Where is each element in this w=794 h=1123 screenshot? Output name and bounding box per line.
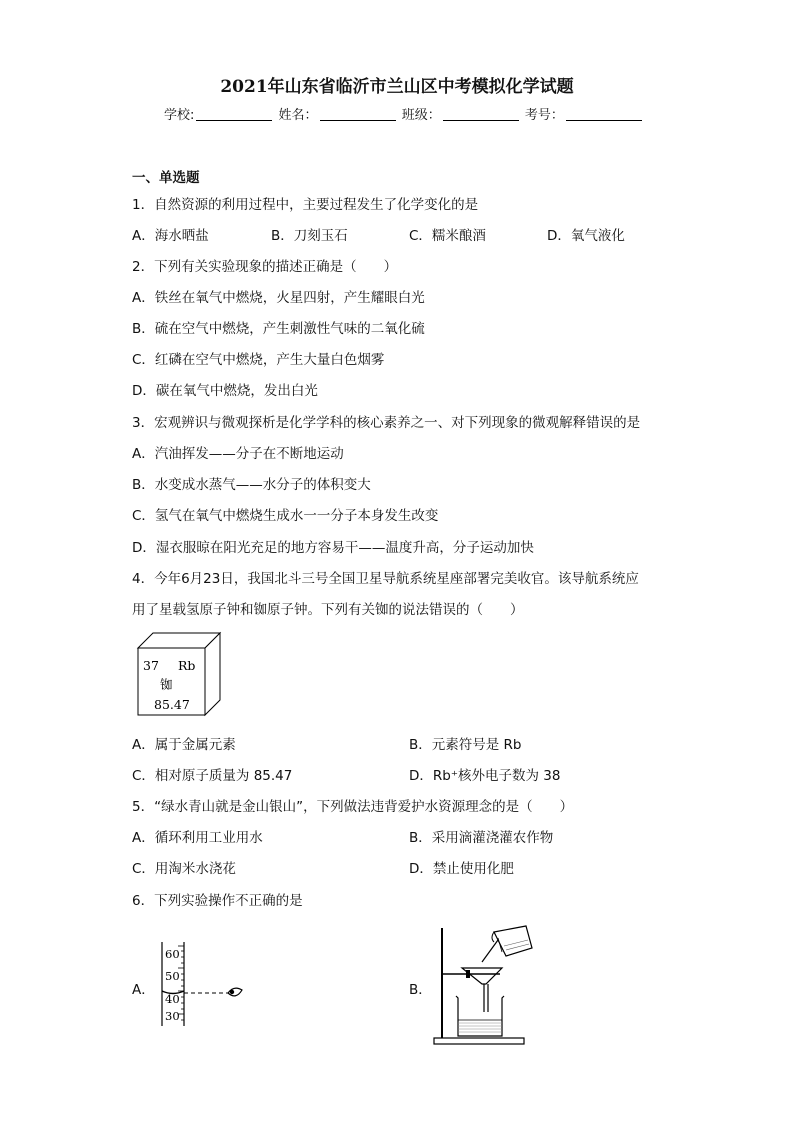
q2-option-c[interactable]: C．红磷在空气中燃烧，产生大量白色烟雾 [132, 352, 385, 368]
q6-stem: 6．下列实验操作不正确的是 [132, 893, 303, 909]
q3-option-b[interactable]: B．水变成水蒸气——水分子的体积变大 [132, 477, 371, 493]
class-blank[interactable] [443, 120, 519, 121]
q6-option-a-label[interactable]: A． [132, 982, 155, 998]
q4-option-c[interactable]: C．相对原子质量为 85.47 [132, 768, 293, 784]
q1-option-b[interactable]: B．刀刻玉石 [271, 228, 348, 244]
rubidium-element-cell [136, 631, 222, 717]
q4-stem-line2: 用了星载氢原子钟和铷原子钟。下列有关铷的说法错误的（ ） [132, 602, 524, 618]
q4-option-b[interactable]: B．元素符号是 Rb [409, 737, 522, 753]
q5-option-a[interactable]: A．循环利用工业用水 [132, 830, 263, 846]
q2-option-b[interactable]: B．硫在空气中燃烧，产生刺激性气味的二氧化硫 [132, 321, 425, 337]
school-label: 学校: [164, 108, 195, 123]
q1-option-c[interactable]: C．糯米酿酒 [409, 228, 486, 244]
q2-option-a[interactable]: A．铁丝在氧气中燃烧，火星四射，产生耀眼白光 [132, 290, 425, 306]
cylinder-tick-30: 30 [165, 1009, 180, 1023]
q5-option-c[interactable]: C．用淘米水浇花 [132, 861, 236, 877]
filtration-apparatus-figure [428, 922, 538, 1046]
page-title: 2021年山东省临沂市兰山区中考模拟化学试题 [220, 77, 574, 97]
school-blank[interactable] [196, 120, 272, 121]
name-label: 姓名： [278, 108, 318, 123]
cylinder-tick-40: 40 [165, 992, 180, 1006]
cylinder-tick-50: 50 [165, 969, 180, 983]
section-heading: 一、单选题 [132, 170, 200, 186]
q1-option-d[interactable]: D．氧气液化 [547, 228, 625, 244]
q3-option-a[interactable]: A．汽油挥发——分子在不断地运动 [132, 446, 344, 462]
cylinder-tick-60: 60 [165, 947, 180, 961]
class-label: 班级： [401, 108, 441, 123]
q6-option-b-label[interactable]: B． [409, 982, 432, 998]
q2-stem: 2．下列有关实验现象的描述正确是（ ） [132, 259, 398, 275]
element-symbol: Rb [178, 658, 196, 673]
name-blank[interactable] [320, 120, 396, 121]
number-blank[interactable] [566, 120, 642, 121]
q4-option-a[interactable]: A．属于金属元素 [132, 737, 236, 753]
q1-stem: 1．自然资源的利用过程中，主要过程发生了化学变化的是 [132, 197, 479, 213]
q2-option-d[interactable]: D．碳在氧气中燃烧，发出白光 [132, 383, 318, 399]
eye-icon [228, 988, 242, 996]
graduated-cylinder-reading-figure [150, 940, 246, 1028]
q3-stem: 3．宏观辨识与微观探析是化学学科的核心素养之一、对下列现象的微观解释错误的是 [132, 415, 641, 431]
q3-option-c[interactable]: C．氢气在氧气中燃烧生成水一一分子本身发生改变 [132, 508, 439, 524]
q1-option-a[interactable]: A．海水晒盐 [132, 228, 209, 244]
number-label: 考号： [524, 108, 564, 123]
q5-option-b[interactable]: B．采用滴灌浇灌农作物 [409, 830, 554, 846]
q4-option-d[interactable]: D．Rb⁺核外电子数为 38 [409, 768, 561, 784]
student-info-row [164, 104, 644, 123]
element-name: 铷 [160, 677, 173, 692]
q5-option-d[interactable]: D．禁止使用化肥 [409, 861, 514, 877]
element-number: 37 [143, 658, 159, 673]
q4-stem-line1: 4．今年6月23日，我国北斗三号全国卫星导航系统星座部署完美收官。该导航系统应 [132, 571, 639, 587]
element-mass: 85.47 [154, 697, 190, 712]
q5-stem: 5．“绿水青山就是金山银山”，下列做法违背爱护水资源理念的是（ ） [132, 799, 574, 815]
q3-option-d[interactable]: D．湿衣服晾在阳光充足的地方容易干——温度升高，分子运动加快 [132, 540, 534, 556]
